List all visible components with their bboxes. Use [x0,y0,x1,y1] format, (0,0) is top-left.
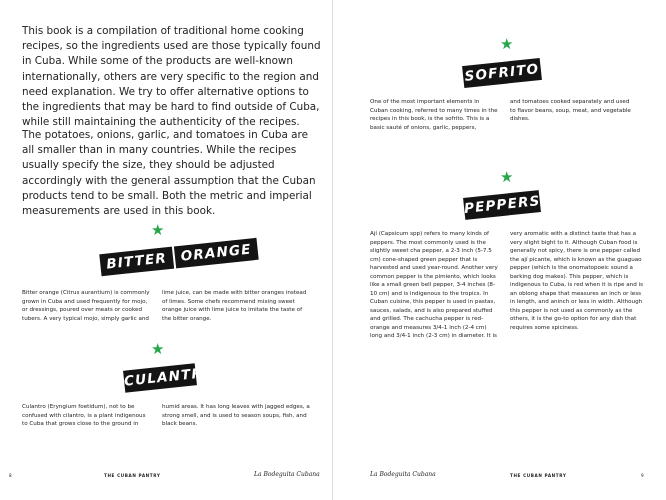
peppers-column-2: very aromatic with a distinct taste that has a very slight bight to it. Although Cuban food is generally not spicy, there is one pepper called the ají picante, which is known as the guaguao pepper (which is the onomatopoeic sound a barking dog makes). This pepper, which is indigenous to Cuba, is red when it is ripe and is an oblong shape that measures an inch or less in length, and aninch or less in width. Although this pepper is not used as commonly as the others, it is the go-to option for any dish that requires some spiciness. [510,231,644,331]
culantro-banner: CULANTRO [123,363,197,392]
star-icon: ★ [500,168,514,186]
peppers-column-1: Ají (Capsicum spp) refers to many kinds of peppers. The most commonly used is the slightly sweet cha pepper, a 2-3 inch (5-7.5 cm) cone-shaped green pepper that is harvested and used year-round. Another very common pepper is the pimiento, which looks like a small green bell pepper, 3-4 inches (8-10 cm) and is indigenous to the tropics. In Cuban cuisine, this pepper is used in pastas, sauces, salads, and is also prepared stuffed and grilled. The cachucha pepper is red-orange and measures 3/4-1 inch (2-4 cm) long and 3/4-1 inch (2-3 cm) in diameter. It is [370,231,498,339]
sofrito-column-2: and tomatoes cooked separately and used to flavor beans, soup, meat, and vegetable dishes. [510,99,631,122]
peppers-banner: PEPPERS [463,190,541,220]
star-icon: ★ [151,221,165,239]
right-brand-logo: La Bodeguita Cubana [370,471,436,478]
bitter-orange-banner [99,238,258,276]
left-section-label: THE CUBAN PANTRY [104,473,161,478]
intro-paragraph-1: This book is a compilation of traditional home cooking recipes, so the ingredients used are those typically found in Cuba. While some of the products are well-known internationally, others are very specific to the region and need explanation. We try to offer alternative options to the ingredients that may be hard to find outside of Cuba, while still maintaining the authenticity of the recipes. [22,25,321,129]
intro-paragraph-2: The potatoes, onions, garlic, and tomatoes in Cuba are all smaller than in many countries. While the recipes usually specify the size, they should be adjusted accordingly with the general assumption that the Cuban products tend to be small. Both the metric and imperial measurements are used in this book. [22,129,316,218]
left-page-number: 8 [9,473,13,478]
sofrito-column-1: One of the most important elements in Cuban cooking, referred to many times in the recipes in this book, is the sofrito. This is a basic sauté of onions, garlic, peppers, [370,99,498,131]
right-page [333,0,666,500]
star-icon: ★ [500,35,514,53]
sofrito-banner: SOFRITO [462,58,542,88]
bitter-orange-title-word-1: BITTER [99,247,174,276]
right-page-number: 9 [641,473,645,478]
bitter-orange-column-2: lime juice, can be made with bitter oranges instead of limes. Some chefs recommend mixing sweet orange juice with lime juice to imitate the taste of the bitter orange. [162,290,307,322]
culantro-column-1: Culantro (Eryngium foetidum), not to be confused with cilantro, is a plant indigenous to Cuba that grows close to the ground in [22,404,146,427]
right-section-label: THE CUBAN PANTRY [510,473,567,478]
star-icon: ★ [151,340,165,358]
culantro-column-2: humid areas. It has long leaves with jagged edges, a strong smell, and is used to season soups, fish, and black beans. [162,404,310,427]
left-brand-logo: La Bodeguita Cubana [254,471,320,478]
bitter-orange-column-1: Bitter orange (Citrus aurantium) is commonly grown in Cuba and used frequently for mojo, or dressings, poured over meats or cooked tubers. A very typical mojo, simply garlic and [22,290,150,322]
bitter-orange-title-word-2: ORANGE [174,238,259,269]
